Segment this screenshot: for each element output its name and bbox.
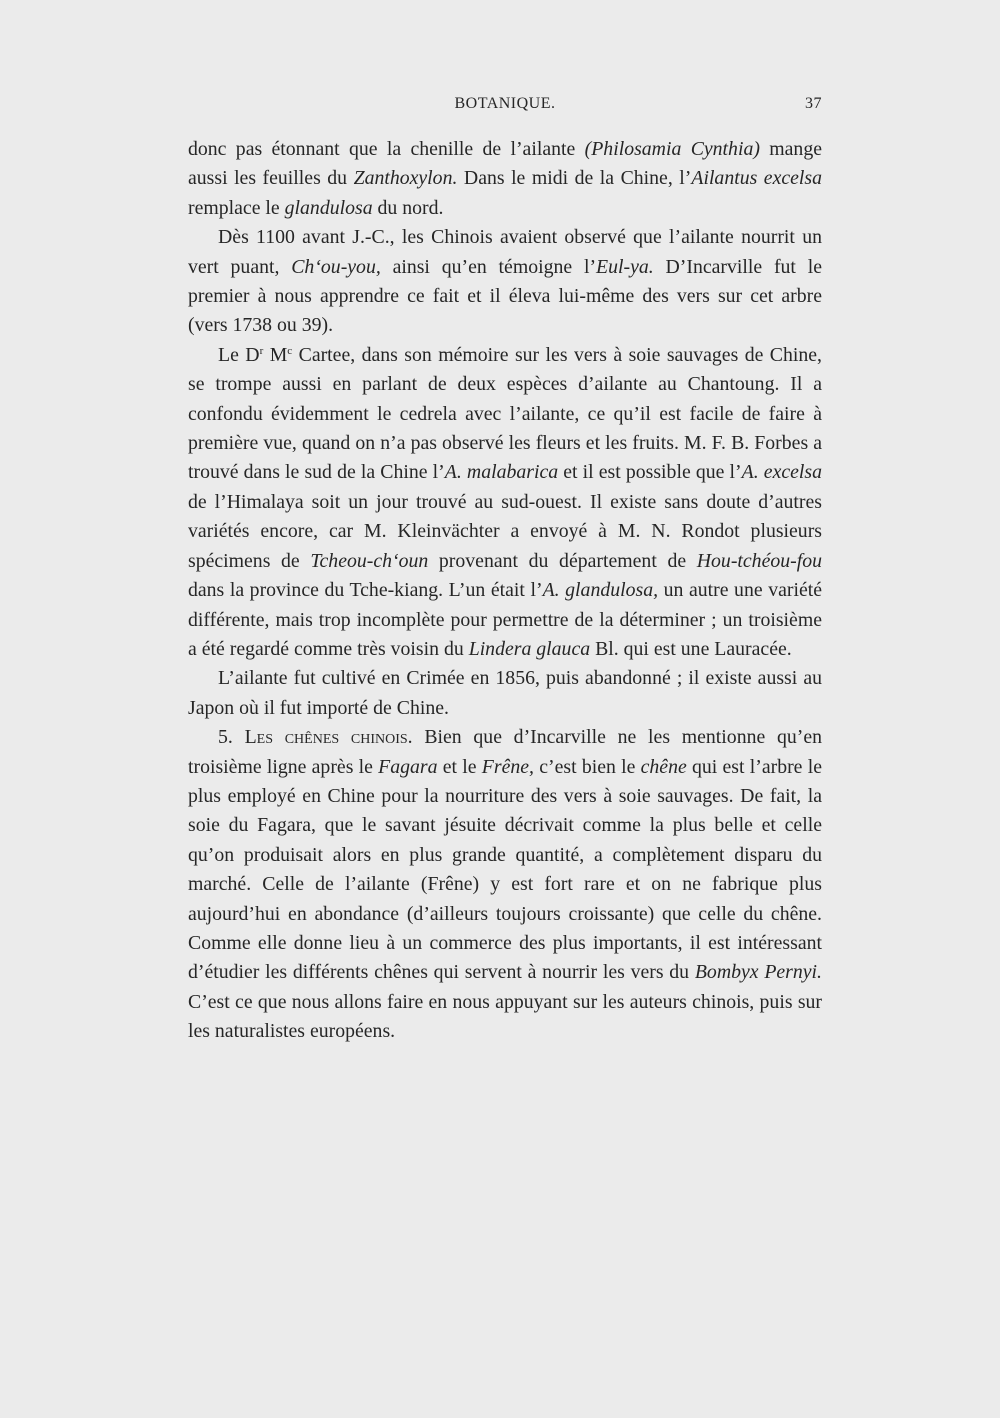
text-run: qui est l’arbre le plus employé en Chine pour la nourriture des vers à soie sauvages. De fait, la soie du Fagara, que le savant jésuite décrivait comme la plus belle et celle qu’on produisait alors en plus grande quantité, a complètement disparu du marché. Celle de l’ailante (Frêne) y est fort rare et on ne fabrique plus aujourd’hui en abondance (d’ailleurs toujours croissante) que celle du chêne. Comme elle donne lieu à un commerce des plus importants, il est intéressant d’étudier les différents chênes qui servent à nourrir les vers du <box>188 755 822 984</box>
text-run: et il est possible que l’ <box>558 461 742 484</box>
italic-run: Bombyx Pernyi. <box>694 961 822 984</box>
text-run: Bl. qui est une Lauracée. <box>590 637 792 660</box>
italic-run: A. glandulosa, <box>542 579 659 602</box>
italic-run: (Philosamia Cynthia) <box>584 138 760 160</box>
italic-run: Frêne, <box>481 755 534 778</box>
italic-run: Tcheou-ch‘oun <box>310 549 429 572</box>
italic-run: Zanthoxylon. <box>353 167 458 190</box>
text-run: et le <box>437 755 482 778</box>
paragraph-1 <box>188 135 822 223</box>
text-run: un autre une variété différente, mais trop incomplète pour permettre de la déterminer ; un troisième a été regardé comme très voisin du <box>188 579 822 660</box>
text-run: 5. <box>218 726 245 749</box>
italic-run: glandulosa <box>284 196 373 219</box>
superscript-run: r <box>259 344 264 357</box>
paragraph-5 <box>188 723 822 1046</box>
body-text <box>188 135 822 1047</box>
italic-run: A. excelsa <box>741 461 823 484</box>
text-run: Le D <box>218 343 260 366</box>
paragraph-2 <box>188 223 822 341</box>
text-run: M <box>263 343 288 366</box>
page-number: 37 <box>805 95 822 112</box>
italic-run: Ailantus excelsa <box>691 167 823 190</box>
text-run: Dans le midi de la Chine, l’ <box>457 167 692 190</box>
text-run: Dès 1100 avant J.-C., les Chinois avaient observé que l’ailante nourrit un vert puant, <box>188 226 822 278</box>
running-title: BOTANIQUE. <box>454 95 556 112</box>
paragraph-3 <box>188 341 822 664</box>
text-run: c’est bien le <box>533 755 641 778</box>
text-run: ainsi qu’en témoigne l’ <box>380 255 597 278</box>
section-heading-run: Les chênes chinois. <box>244 726 413 749</box>
text-run: remplace le <box>188 196 285 219</box>
paragraph-4 <box>188 664 822 723</box>
italic-run: A. malabarica <box>444 461 559 484</box>
text-run: dans la province du Tche-kiang. L’un était l’ <box>188 579 543 602</box>
text-run: Cartee, dans son mémoire sur les vers à soie sauvages de Chine, se trompe aussi en parlant de deux espèces d’ailante au Chantoung. Il a confondu évidemment le cedrela avec l’ailante, ce qu’il est facile de faire à première vue, quand on n’a pas observé les fleurs et les fruits. M. F. B. Forbes a trouvé dans le sud de la Chine l’ <box>188 343 823 484</box>
text-run: L’ailante fut cultivé en Crimée en 1856, puis abandonné ; il existe aussi au Japon où il fut importé de Chine. <box>188 667 822 719</box>
text-run: de l’Himalaya soit un jour trouvé au sud-ouest. Il existe sans doute d’autres variétés encore, car M. Kleinvächter a envoyé à M. N. Rondot plusieurs spécimens de <box>188 490 822 572</box>
text-run: provenant du département de <box>428 549 697 572</box>
text-run: du nord. <box>372 196 444 219</box>
text-run: mange aussi les feuilles du <box>188 138 822 190</box>
italic-run: Fagara <box>378 755 438 778</box>
italic-run: Ch‘ou-you, <box>291 255 381 278</box>
text-run: C’est ce que nous allons faire en nous appuyant sur les auteurs chinois, puis sur les naturalistes européens. <box>188 990 822 1043</box>
text-run: Bien que d’Incarville ne les mentionne qu’en troisième ligne après le <box>188 726 823 778</box>
text-run: donc pas étonnant que la chenille de l’ailante <box>188 138 585 160</box>
running-head <box>188 95 822 119</box>
italic-run: Hou-tchéou-fou <box>696 549 822 572</box>
text-run: D’Incarville fut le premier à nous apprendre ce fait et il éleva lui-même des vers sur cet arbre (vers 1738 ou 39). <box>188 255 822 337</box>
italic-run: Lindera glauca <box>468 637 591 660</box>
italic-run: Eul-ya. <box>596 255 654 278</box>
superscript-run: c <box>287 344 293 357</box>
italic-run: chêne <box>640 755 687 778</box>
